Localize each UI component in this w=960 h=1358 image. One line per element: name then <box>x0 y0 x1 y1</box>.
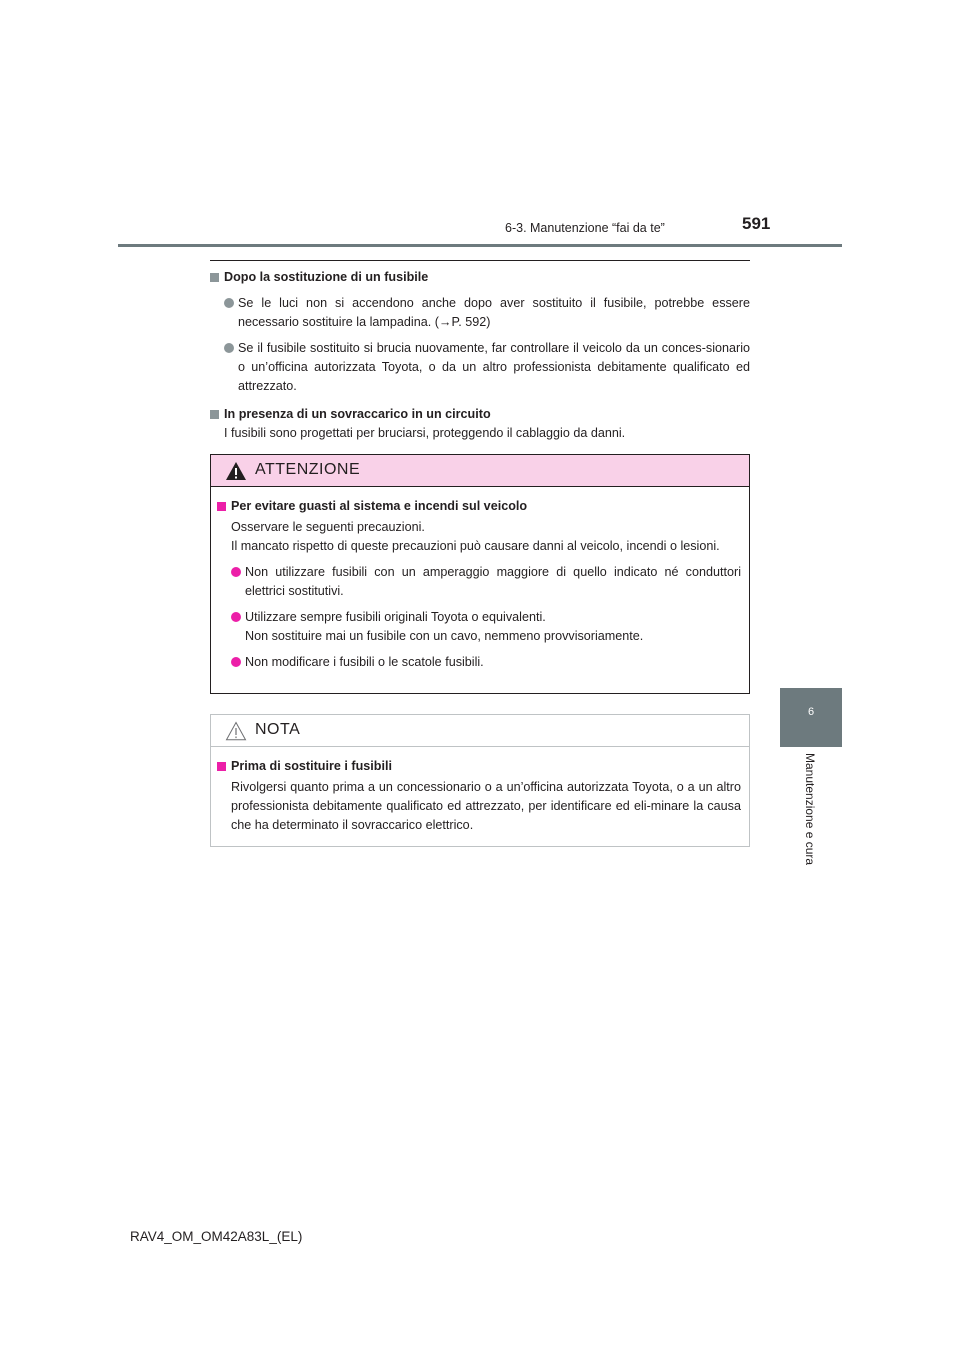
warning-list-item <box>217 608 741 646</box>
warning-intro: Il mancato rispetto di queste precauzioni può causare danni al veicolo, incendi o lesioni. <box>231 539 720 553</box>
bullet-dot-icon <box>231 612 241 622</box>
bullet-dot-icon <box>231 567 241 577</box>
list-item-text: Se le luci non si accendono anche dopo aver sostituito il fusibile, potrebbe essere necessario sostituire la lampadina. (→P. 592) <box>238 296 750 329</box>
running-header-section: 6-3. Manutenzione “fai da te” <box>505 221 665 235</box>
list-item-text: Utilizzare sempre fusibili originali Toyota o equivalenti. <box>245 610 546 624</box>
warning-list-item <box>217 653 741 672</box>
square-bullet-icon <box>217 502 226 511</box>
warning-title <box>217 497 741 516</box>
list-item <box>210 339 750 396</box>
bullet-dot-icon <box>224 298 234 308</box>
warning-intro: Osservare le seguenti precauzioni. <box>231 520 425 534</box>
chapter-title: Manutenzione e cura <box>803 753 817 866</box>
chapter-number: 6 <box>807 706 815 718</box>
warning-label: ATTENZIONE <box>255 461 361 478</box>
main-content <box>210 268 750 443</box>
warning-body <box>217 497 741 672</box>
warning-header <box>211 455 749 487</box>
note-label: NOTA <box>255 721 301 738</box>
chapter-strip <box>780 747 842 897</box>
square-bullet-icon <box>217 762 226 771</box>
section-title <box>210 268 750 287</box>
section-title-text: In presenza di un sovraccarico in un circuito <box>224 407 491 421</box>
bullet-dot-icon <box>224 343 234 353</box>
section-title-text: Dopo la sostituzione di un fusibile <box>224 270 429 284</box>
page-number: 591 <box>742 214 771 233</box>
square-bullet-icon <box>210 273 219 282</box>
list-item-text: Se il fusibile sostituito si brucia nuovamente, far controllare il veicolo da un conces-sionario o un’officina autorizzata Toyota, o da un altro professionista debitamente qualificato ed attrezzato. <box>238 341 750 393</box>
bullet-dot-icon <box>231 657 241 667</box>
warning-title-text: Per evitare guasti al sistema e incendi sul veicolo <box>231 499 528 513</box>
note-header <box>211 715 749 747</box>
list-item-text: Non sostituire mai un fusibile con un cavo, nemmeno provvisoriamente. <box>245 629 644 643</box>
warning-list-item <box>217 563 741 601</box>
document-code: RAV4_OM_OM42A83L_(EL) <box>130 1229 303 1244</box>
list-item-text: Non utilizzare fusibili con un amperaggio maggiore di quello indicato né conduttori elettrici sostitutivi. <box>245 565 741 598</box>
note-title-text: Prima di sostituire i fusibili <box>231 759 392 773</box>
caution-triangle-outline-icon <box>225 721 247 741</box>
warning-triangle-icon <box>225 461 247 481</box>
note-text: Rivolgersi quanto prima a un concessionario o a un’officina autorizzata Toyota, o a un altro professionista debitamente qualificato ed attrezzato, per identificare ed eli-minare la causa che ha determinato il sovraccarico elettrico. <box>231 780 741 832</box>
square-bullet-icon <box>210 410 219 419</box>
list-item-text: Non modificare i fusibili o le scatole fusibili. <box>245 655 484 669</box>
note-body <box>217 757 741 835</box>
note-title <box>217 757 741 776</box>
list-item <box>210 294 750 332</box>
chapter-tab <box>780 688 842 747</box>
section-text: I fusibili sono progettati per bruciarsi, proteggendo il cablaggio da danni. <box>224 426 626 440</box>
header-rule <box>118 244 842 247</box>
note-box <box>210 714 750 847</box>
section-title <box>210 405 750 424</box>
content-top-rule <box>210 260 750 261</box>
warning-box <box>210 454 750 694</box>
